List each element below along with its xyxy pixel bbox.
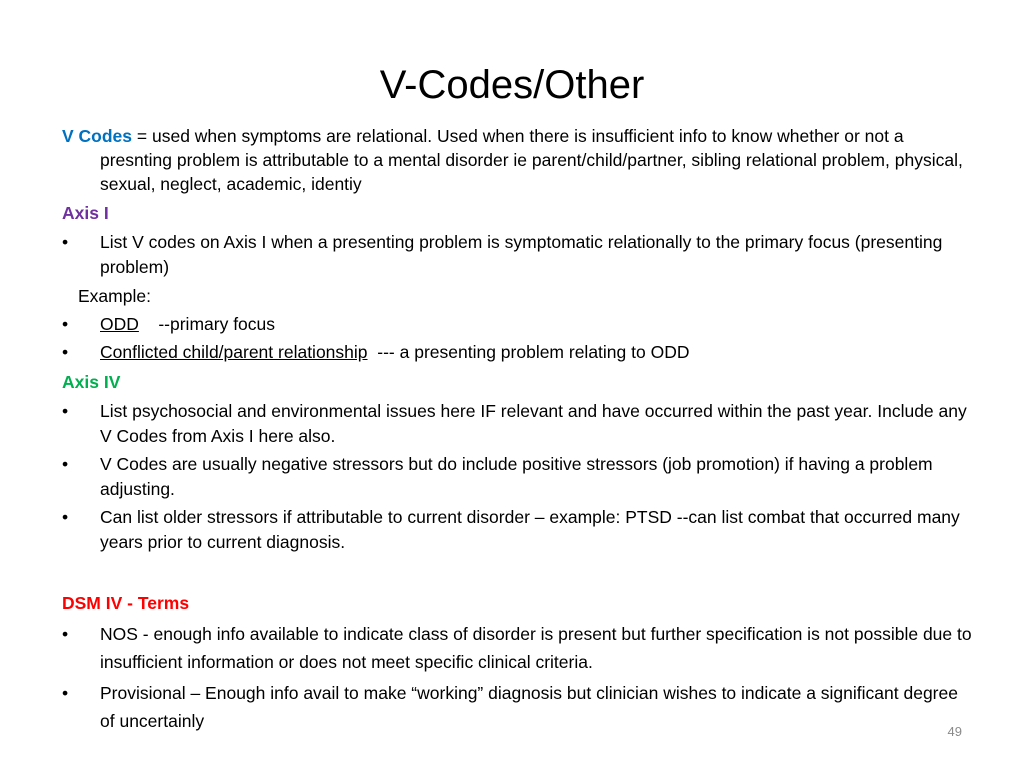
axis1-bullet-text: List V codes on Axis I when a presenting problem is symptomatic relationally to the primary focus (presenting problem): [100, 232, 943, 277]
list-item: [62, 620, 972, 676]
bullet-icon: •: [62, 683, 69, 703]
list-item: [62, 230, 972, 280]
vcodes-label: V Codes: [62, 126, 133, 146]
axis4-bullet-text: List psychosocial and environmental issues here IF relevant and have occurred within the past year. Include any V Codes from Axis I here also.: [100, 401, 967, 446]
dsm-bullet-text: Provisional – Enough info avail to make “working” diagnosis but clinician wishes to indicate a significant degree of uncertainly: [100, 683, 958, 731]
dsm-heading: DSM IV - Terms: [62, 593, 190, 613]
axis4-bullet-text: V Codes are usually negative stressors but do include positive stressors (job promotion) if having a problem adjusting.: [100, 454, 933, 499]
page-number: 49: [947, 724, 962, 739]
axis4-bullet-text: Can list older stressors if attributable to current disorder – example: PTSD --can list combat that occurred many years prior to current diagnosis.: [100, 507, 960, 552]
odd-term: ODD: [100, 314, 139, 334]
bullet-icon: •: [62, 507, 69, 527]
vcodes-definition: = used when symptoms are relational. Used when there is insufficient info to know whether or not a presnting problem is attributable to a mental disorder ie parent/child/partner, sibling relational problem, physical, sexual, neglect, academic, identiy: [100, 126, 963, 194]
bullet-icon: •: [62, 401, 69, 421]
bullet-icon: •: [62, 624, 69, 644]
list-item: [62, 399, 972, 449]
odd-desc: --primary focus: [158, 314, 276, 334]
vcodes-paragraph: [62, 124, 972, 196]
list-item: [62, 505, 972, 555]
bullet-icon: •: [62, 454, 69, 474]
dsm-bullet-text: NOS - enough info available to indicate class of disorder is present but further specification is not possible due to insufficient information or does not meet specific clinical criteria.: [100, 624, 972, 672]
example-label: Example:: [78, 286, 151, 306]
bullet-icon: •: [62, 342, 69, 362]
conflict-desc: --- a presenting problem relating to ODD: [377, 342, 690, 362]
bullet-icon: •: [62, 314, 69, 334]
list-item: [62, 452, 972, 502]
list-item: [62, 312, 972, 337]
slide-title: V-Codes/Other: [379, 63, 645, 107]
list-item: [62, 340, 972, 365]
axis1-heading: Axis I: [62, 203, 109, 223]
bullet-icon: •: [62, 232, 69, 252]
slide-body: [62, 124, 972, 738]
conflict-term: Conflicted child/parent relationship: [100, 342, 368, 362]
axis4-heading: Axis IV: [62, 372, 121, 392]
list-item: [62, 679, 972, 735]
